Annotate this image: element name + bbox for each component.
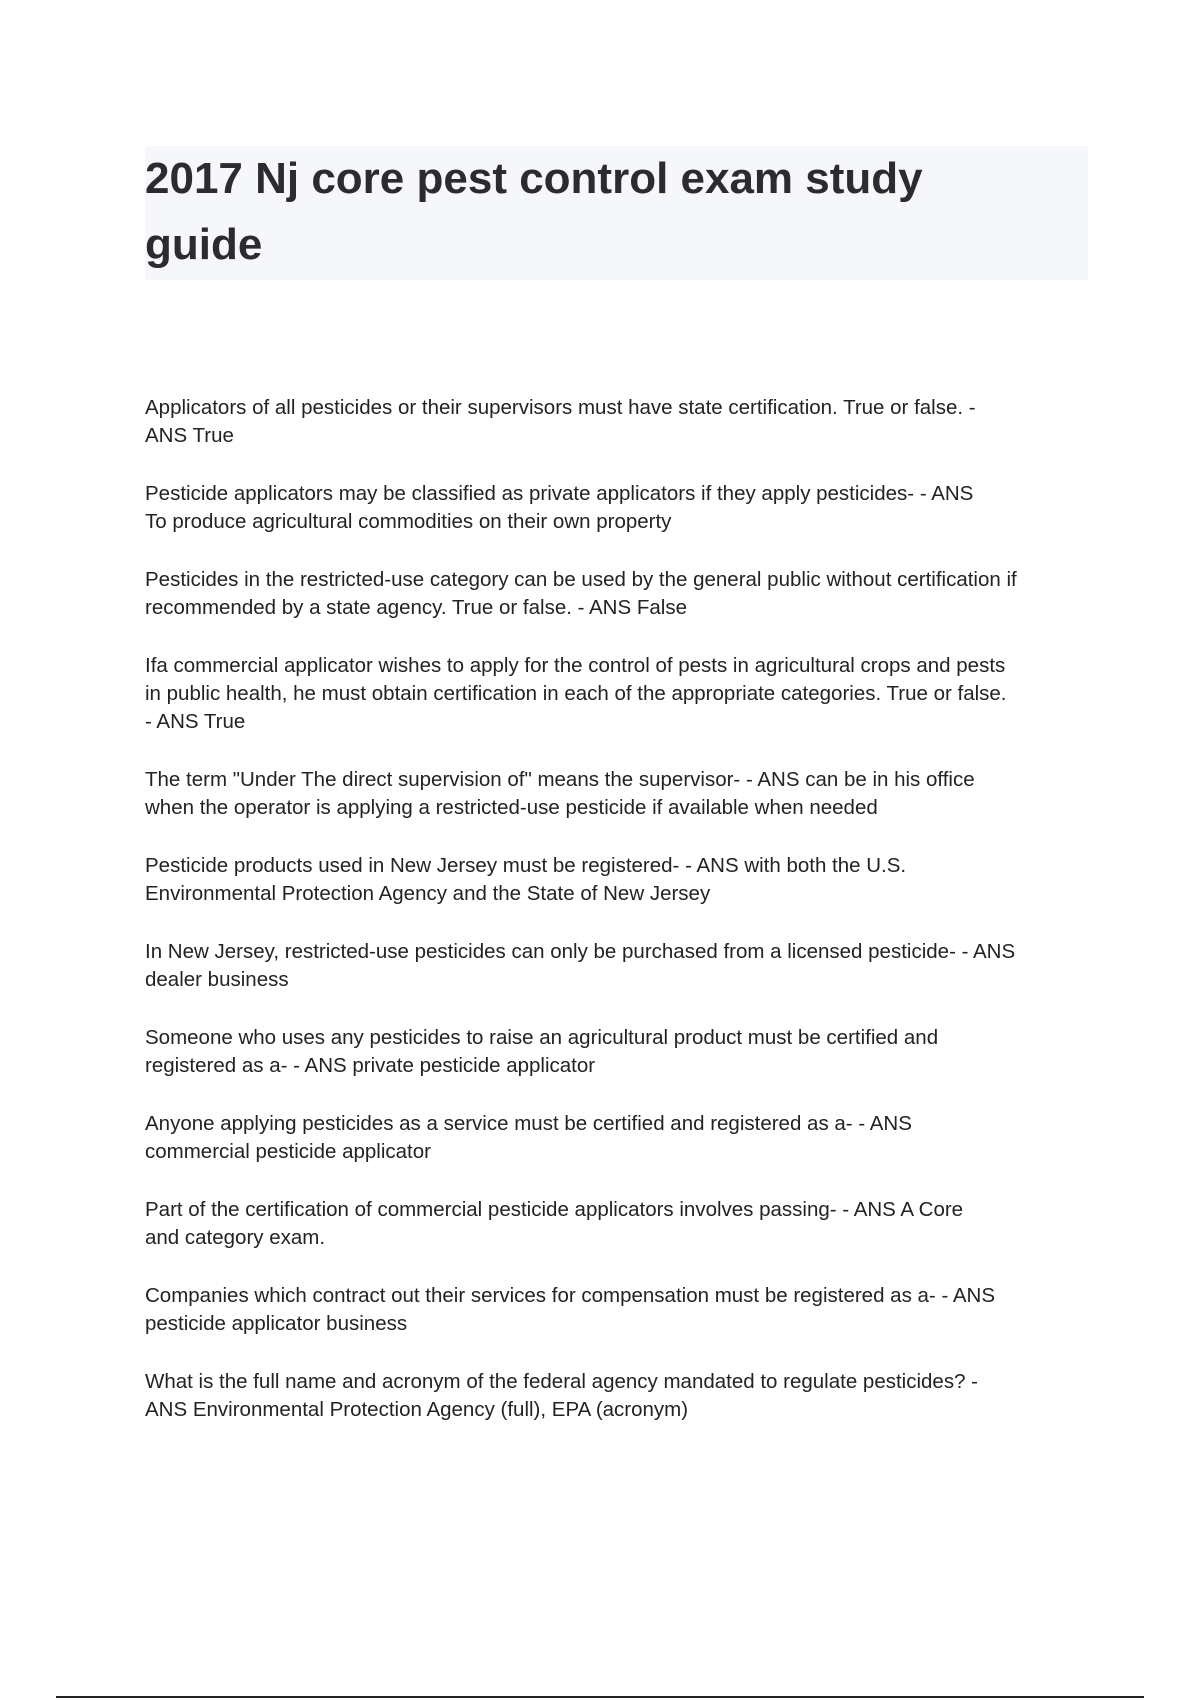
qa-item-9: Anyone applying pesticides as a service must be certified and registered as a- - ANS commercial pesticide applicator	[145, 1112, 912, 1163]
qa-item-4: Ifa commercial applicator wishes to apply for the control of pests in agricultural crops and pests in public health, he must obtain certification in each of the appropriate categories. True or false. - ANS True	[145, 654, 1007, 733]
qa-item-12: What is the full name and acronym of the federal agency mandated to regulate pesticides? - ANS Environmental Protection Agency (full), EPA (acronym)	[145, 1370, 979, 1421]
qa-item-1: Applicators of all pesticides or their supervisors must have state certification. True or false. - ANS True	[145, 396, 976, 447]
qa-item-7: In New Jersey, restricted-use pesticides can only be purchased from a licensed pesticide- - ANS dealer business	[145, 940, 1016, 991]
page-bottom-divider	[56, 1696, 1144, 1698]
qa-item-11: Companies which contract out their services for compensation must be registered as a- - ANS pesticide applicator business	[145, 1284, 995, 1335]
qa-item-5: The term "Under The direct supervision of" means the supervisor- - ANS can be in his office when the operator is applying a restricted-use pesticide if available when needed	[145, 768, 975, 819]
qa-item-2: Pesticide applicators may be classified as private applicators if they apply pesticides- - ANS To produce agricultural commodities on their own property	[145, 482, 974, 533]
qa-item-10: Part of the certification of commercial pesticide applicators involves passing- - ANS A Core and category exam.	[145, 1198, 964, 1249]
qa-item-8: Someone who uses any pesticides to raise an agricultural product must be certified and registered as a- - ANS private pesticide applicator	[145, 1026, 939, 1077]
qa-item-6: Pesticide products used in New Jersey must be registered- - ANS with both the U.S. Environmental Protection Agency and the State of New Jersey	[145, 854, 907, 905]
qa-item-3: Pesticides in the restricted-use category can be used by the general public without certification if recommended by a state agency. True or false. - ANS False	[145, 568, 1017, 619]
document-title: 2017 Nj core pest control exam study guide	[145, 154, 923, 269]
title-banner	[145, 146, 1088, 280]
qa-list	[145, 394, 1090, 1454]
